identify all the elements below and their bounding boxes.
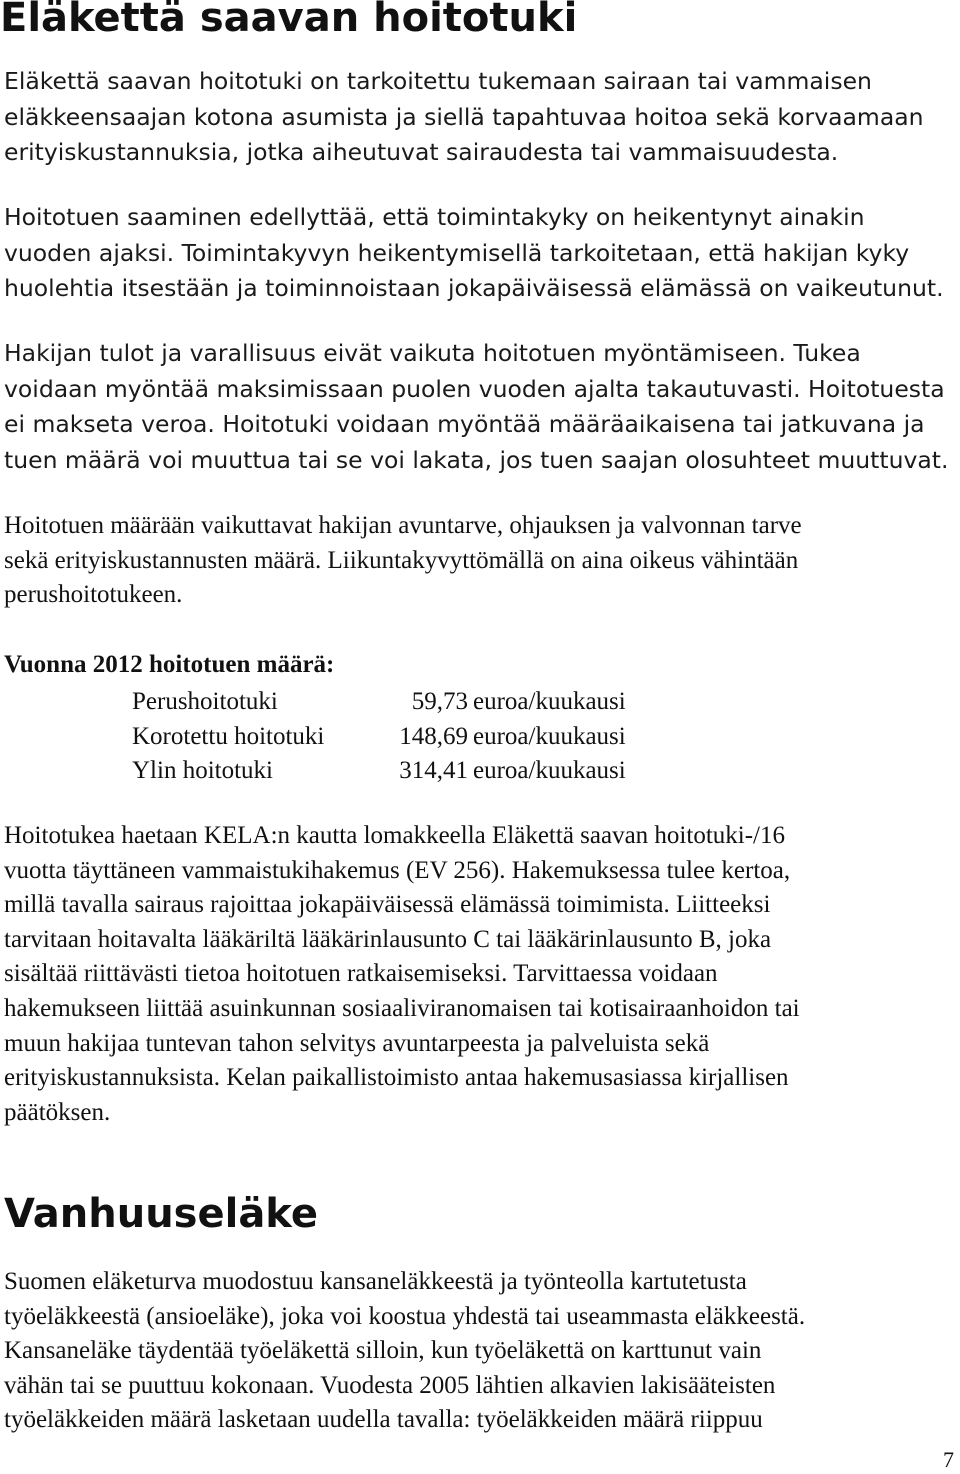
page-number: 7 [943,1447,954,1472]
text-line: voidaan myöntää maksimissaan puolen vuoden ajalta takautuvasti. Hoitotuesta [4,374,945,403]
text-line: huolehtia itsestään ja toiminnoistaan jokapäiväisessä elämässä on vaikeutunut. [4,274,944,302]
text-line: vuoden ajaksi. Toimintakyvyn heikentymisellä tarkoitetaan, että hakijan kyky [4,238,910,267]
text-line: vuotta täyttäneen vammaistukihakemus (EV 256). Hakemuksessa tulee kertoa, [4,856,791,884]
paragraph-toimintakyky [4,200,956,307]
rate-unit: euroa/kuukausi [473,757,626,784]
rate-name: Korotettu hoitotuki [132,722,325,750]
text-line: erityiskustannuksia, jotka aiheutuvat sairaudesta tai vammaisuudesta. [4,138,839,166]
text-line: Hoitotuen määrään vaikuttavat hakijan avuntarve, ohjauksen ja valvonnan tarve [4,512,802,539]
text-line: Suomen eläketurva muodostuu kansaneläkkeestä ja työnteolla kartutetusta [4,1268,747,1295]
rate-name: Ylin hoitotuki [132,757,273,784]
rate-amount: 59,73 [411,688,468,715]
rates-table [132,685,626,789]
rate-row [132,754,626,789]
rate-row [132,685,626,720]
text-line: Hoitotukea haetaan KELA:n kautta lomakkeella Eläkettä saavan hoitotuki-/16 [4,822,785,849]
text-line: millä tavalla sairaus rajoittaa jokapäiväisessä elämässä toimimista. Liitteeksi [4,891,771,919]
text-line: päätöksen. [4,1098,111,1126]
text-line: Eläkettä saavan hoitotuki on tarkoitettu tukemaan sairaan tai vammaisen [4,67,872,95]
text-line: tarvitaan hoitavalta lääkäriltä lääkärinlausunto C tai lääkärinlausunto B, joka [4,925,772,953]
rates-heading: Vuonna 2012 hoitotuen määrä: [4,651,335,678]
text-line: sekä erityiskustannusten määrä. Liikuntakyvyttömällä on aina oikeus vähintään [4,546,799,574]
heading-elakettä-saavan-hoitotuki: Eläkettä saavan hoitotuki [0,0,578,41]
text-line: Hakijan tulot ja varallisuus eivät vaikuta hoitotuen myöntämiseen. Tukea [4,339,861,367]
rate-unit: euroa/kuukausi [473,722,626,750]
text-line: hakemukseen liittää asuinkunnan sosiaaliviranomaisen tai kotisairaanhoidon tai [4,994,800,1022]
rate-unit: euroa/kuukausi [473,688,626,715]
heading-vanhuuselake: Vanhuuseläke [4,1191,318,1237]
paragraph-tulot-ja-verotus [4,336,956,478]
text-line: eläkkeensaajan kotona asumista ja siellä tapahtuvaa hoitoa sekä korvaamaan [4,102,924,131]
paragraph-hakeminen [4,819,956,1130]
text-line: muun hakijaa tuntevan tahon selvitys avuntarpeesta ja palveluista sekä [4,1029,710,1057]
text-line: erityiskustannuksista. Kelan paikallistoimisto antaa hakemusasiassa kirjallisen [4,1064,789,1092]
text-line: työeläkkeestä (ansioeläke), joka voi koostua yhdestä tai useammasta eläkkeestä. [4,1302,806,1330]
text-line: ei makseta veroa. Hoitotuki voidaan myöntää määräaikaisena tai jatkuvana ja [4,410,925,438]
text-line: työeläkkeiden määrä lasketaan uudella tavalla: työeläkkeiden määrä riippuu [4,1406,763,1434]
rate-row [132,720,626,755]
text-line: sisältää riittävästi tietoa hoitotuen ratkaisemiseksi. Tarvittaessa voidaan [4,960,718,988]
text-line: vähän tai se puuttuu kokonaan. Vuodesta 2005 lähtien alkavien lakisääteisten [4,1371,776,1399]
paragraph-hoitotuki-intro [4,64,956,171]
rate-amount: 148,69 [399,722,468,750]
text-line: Kansaneläke täydentää työeläkettä silloin, kun työeläkettä on karttunut vain [4,1337,762,1365]
text-line: Hoitotuen saaminen edellyttää, että toimintakyky on heikentynyt ainakin [4,203,865,231]
rate-amount: 314,41 [399,757,468,784]
paragraph-hoitotuen-maara [4,509,956,613]
paragraph-elaketurva [4,1265,956,1438]
rate-name: Perushoitotuki [132,688,278,715]
text-line: tuen määrä voi muuttua tai se voi lakata, jos tuen saajan olosuhteet muuttuvat. [4,445,949,474]
text-line: perushoitotukeen. [4,581,183,609]
